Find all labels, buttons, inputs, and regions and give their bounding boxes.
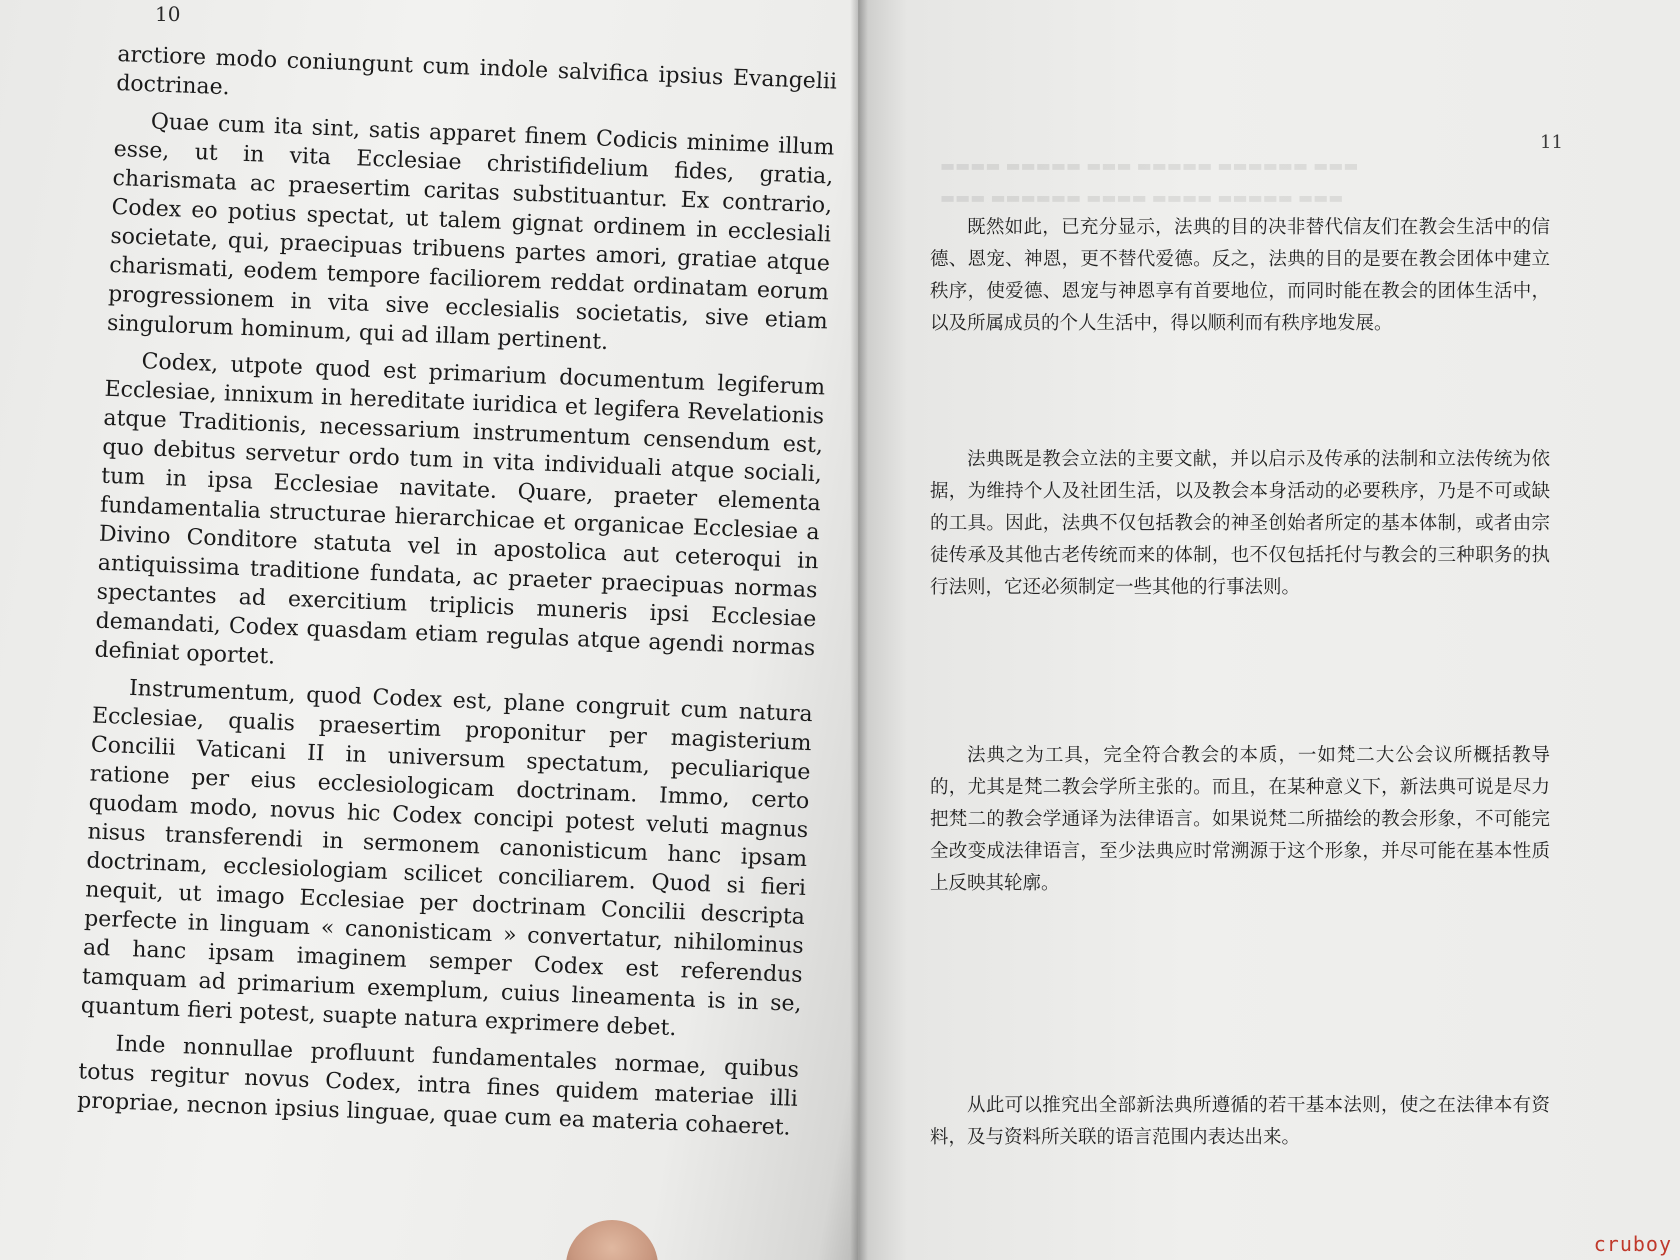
- left-paragraph: Quae cum ita sint, satis apparet finem Codicis minime illum esse, ut in vita Ecclesiae christifidelium fides, gratia, charismata ac praesertim caritas substituantur. Ex contrario, Codex eo potius spectat, ut talem gignat ordinem in ecclesiali societate, qui, praecipuas tribuens partes amori, gratiae atque charismati, eodem tempore faciliorem reddat ordinatam eorum progressionem in vita sive ecclesialis societatis, sive etiam singulorum hominum, qui ad illam pertinent.: [106, 109, 835, 356]
- right-paragraph: 法典既是教会立法的主要文献，并以启示及传承的法制和立法传统为依据，为维持个人及社团生活，以及教会本身活动的必要秩序，乃是不可或缺的工具。因此，法典不仅包括教会的神圣创始者所定的基本体制，或者由宗徒传承及其他古老传统而来的体制，也不仅包括托付与教会的三种职务的执行法则，它还必须制定一些其他的行事法则。: [930, 449, 1550, 598]
- right-paragraph: 法典之为工具，完全符合教会的本质，一如梵二大公会议所概括教导的，尤其是梵二教会学所主张的。而且，在某种意义下，新法典可说是尽力把梵二的教会学通译为法律语言。如果说梵二所描绘的教会形象，不可能完全改变成法律语言，至少法典应时常溯源于这个形象，并尽可能在基本性质上反映其轮廓。: [930, 745, 1550, 894]
- left-paragraph: arctiore modo coniungunt cum indole salvifica ipsius Evangelii doctrinae.: [115, 41, 838, 101]
- book-gutter: [850, 0, 868, 1260]
- left-page-text: [76, 40, 837, 1151]
- left-page-number: 10: [155, 2, 181, 26]
- watermark: cruboy: [1593, 1232, 1672, 1256]
- right-paragraph: 从此可以推究出全部新法典所遵循的若干基本法则，使之在法律本有资料，及与资料所关联的语言范围内表达出来。: [930, 1095, 1550, 1148]
- right-page: [858, 0, 1680, 1260]
- right-paragraph: 既然如此，已充分显示，法典的目的决非替代信友们在教会生活中的信德、恩宠、神恩，更不替代爱德。反之，法典的目的是要在教会团体中建立秩序，使爱德、恩宠与神恩享有首要地位，而同时能在教会的团体生活中，以及所属成员的个人生活中，得以顺利而有秩序地发展。: [930, 217, 1550, 334]
- right-page-number: 11: [1540, 132, 1563, 153]
- left-paragraph: Instrumentum, quod Codex est, plane congruit cum natura Ecclesiae, qualis praesertim proponitur per magisterium Concilii Vaticani II in universum spectatum, peculiarique ratione per eius ecclesiologicam doctrinam. Immo, certo quodam modo, novus hic Codex concipi potest veluti magnus nisus transferendi in sermonem canonisticum hanc ipsam doctrinam, ecclesiologiam scilicet conciliarem. Quod si fieri nequit, ut imago Ecclesiae per doctrinam Concilii descripta perfecte in linguam « canonisticam » convertatur, nihilominus ad hanc ipsam imaginem semper Codex est referendus tamquam ad primarium exemplum, cuius lineamenta is in se, quantum fieri potest, suapte natura exprimere debet.: [80, 675, 814, 1042]
- left-paragraph: Codex, utpote quod est primarium documentum legiferum Ecclesiae, innixum in hereditate iuridica et legifera Revelationis atque Traditionis, necessarium instrumentum censendum est, quo debitus servetur ordo tum in vita individuali atque sociali, tum in ipsa Ecclesiae navitate. Quare, praeter elementa fundamentalia structurae hierarchicae et organicae Ecclesiae a Divino Conditore statuta vel in apostolica aut ceteroqui in antiquissima traditione fundata, ac praeter praecipuas normas spectantes ad exercitium triplicis muneris ipsi Ecclesiae demandati, Codex quasdam etiam regulas atque agendi normas definiat oportet.: [94, 349, 826, 670]
- left-paragraph: Inde nonnullae profluunt fundamentales normae, quibus totus regitur novus Codex, intra fines quidem materiae illi propriae, necnon ipsius linguae, quae cum ea materia cohaeret.: [76, 1031, 800, 1141]
